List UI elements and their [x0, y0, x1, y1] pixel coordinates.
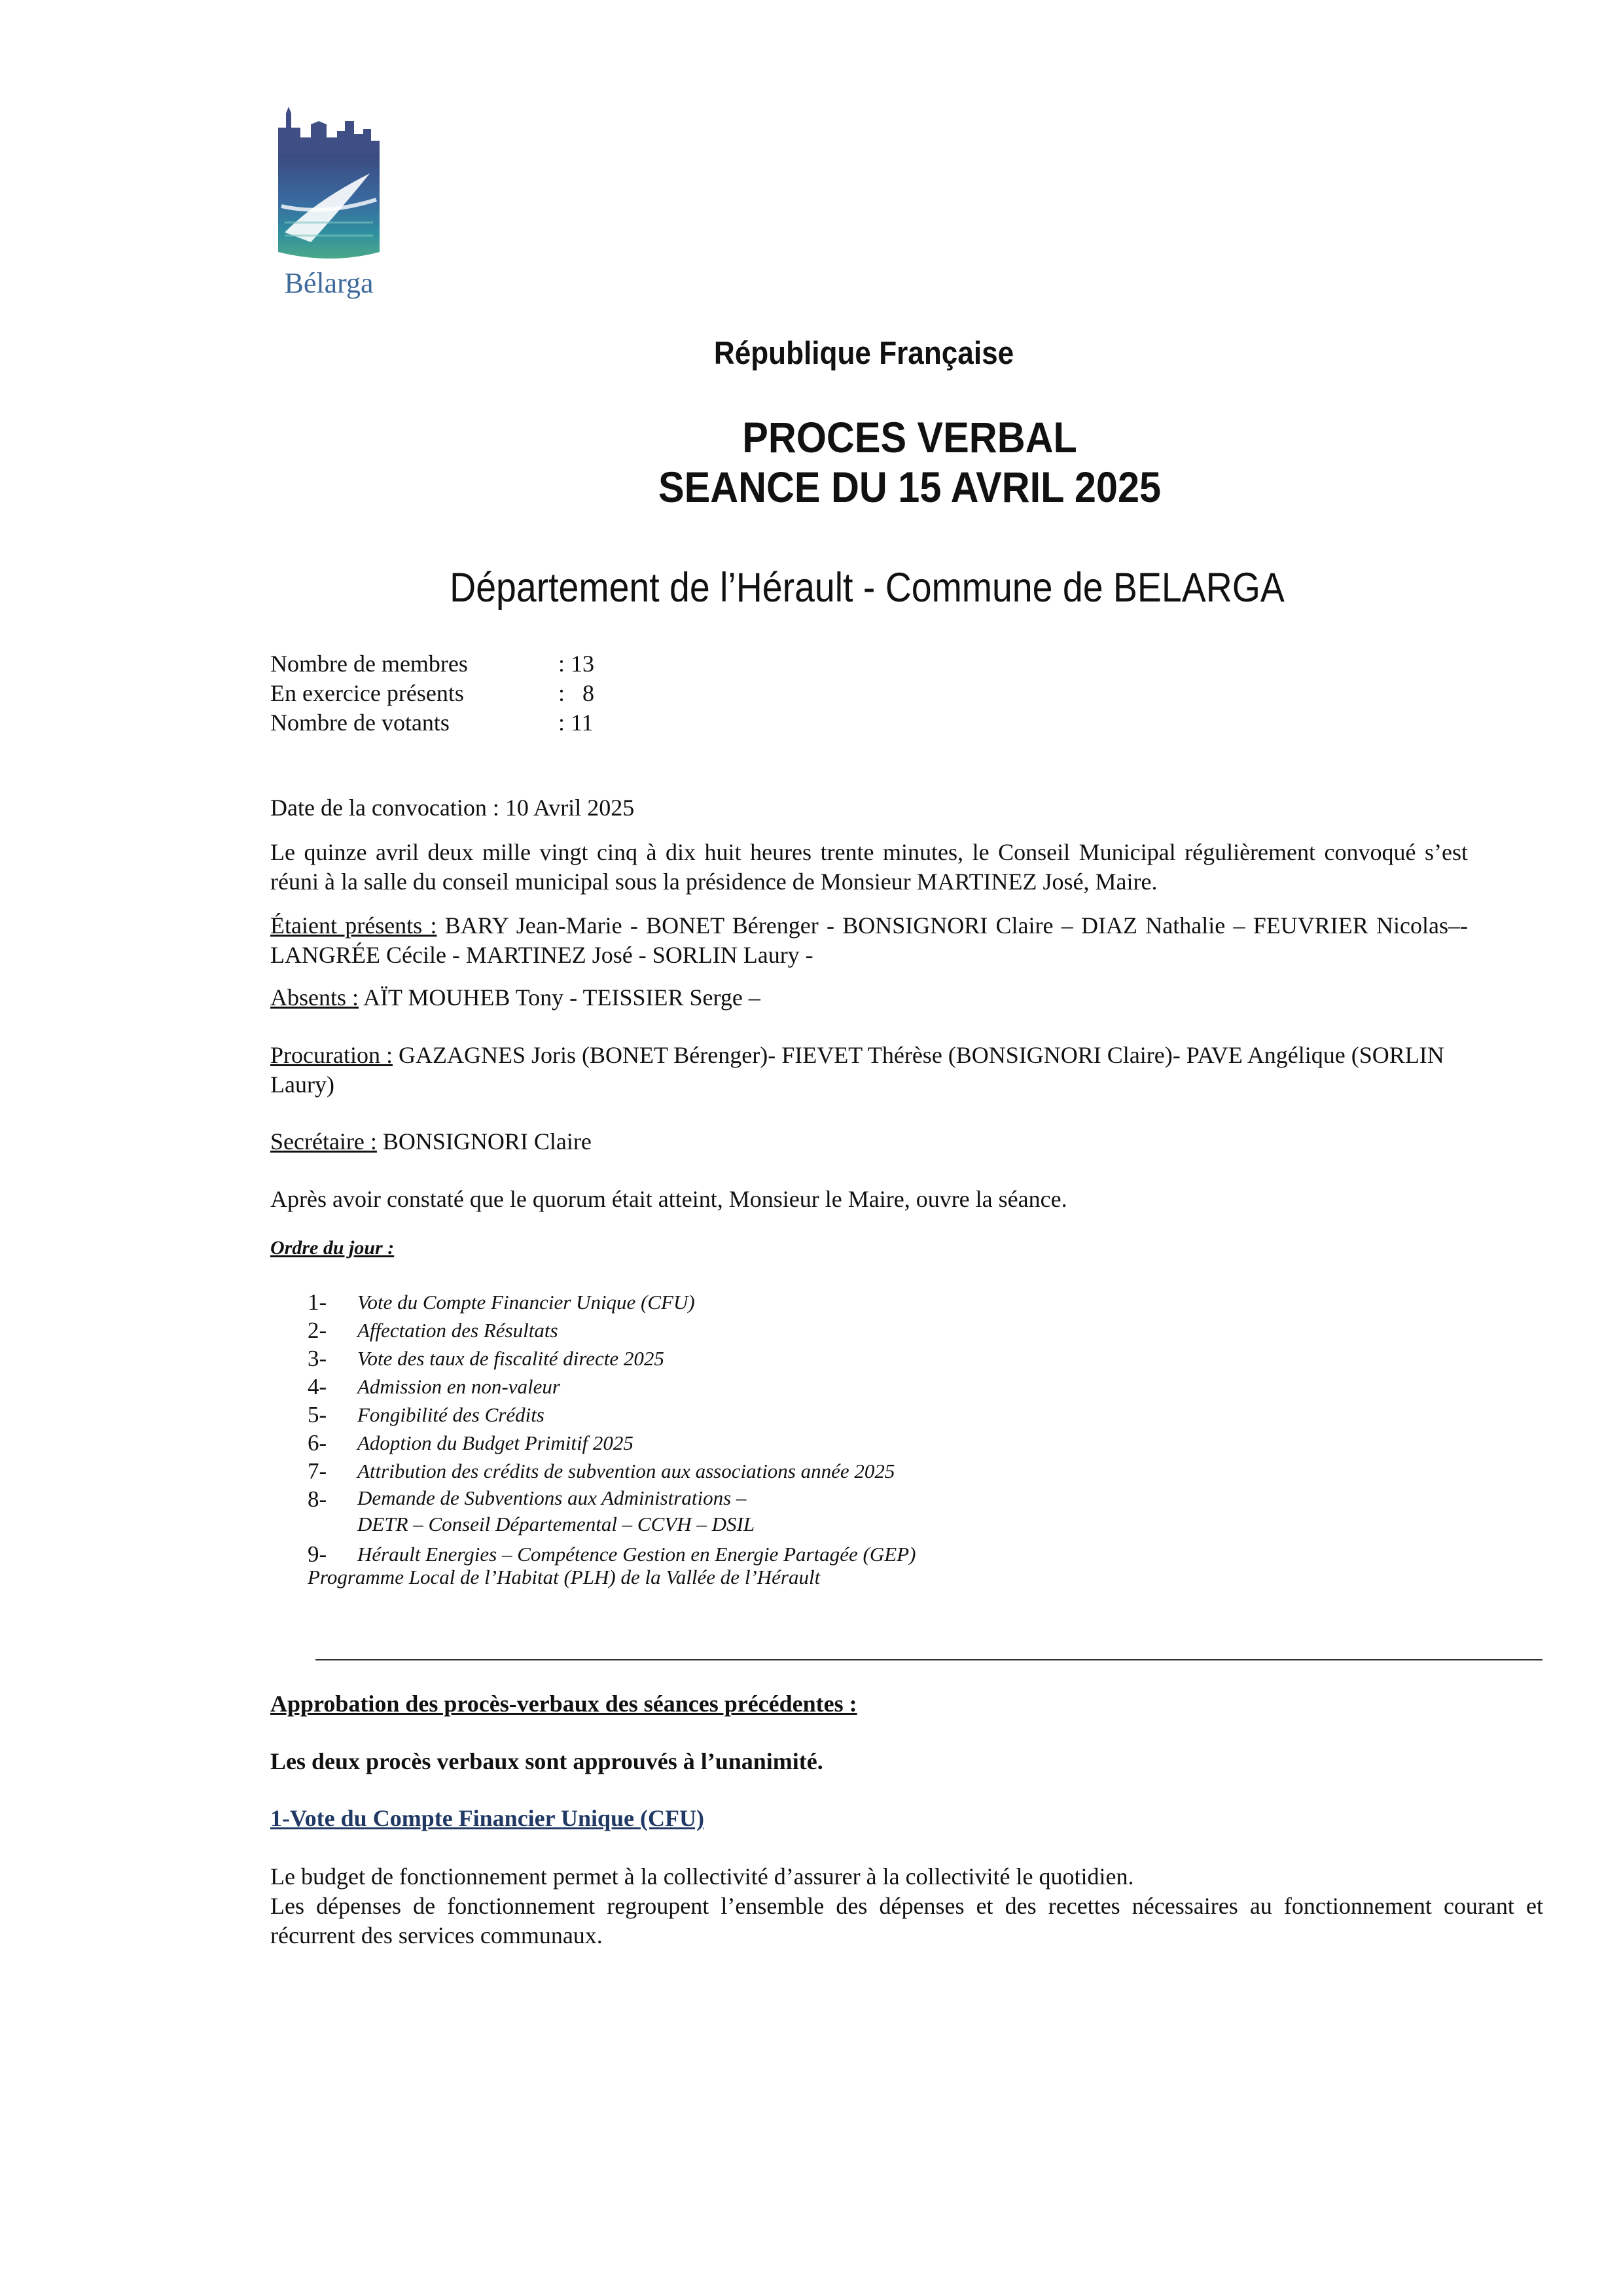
- agenda-item: [308, 1485, 1355, 1540]
- logo-icon: [272, 101, 386, 265]
- section-1-body: [270, 1862, 1543, 1950]
- agenda-item-number: 3-: [308, 1346, 327, 1371]
- agenda-item-label-group: [357, 1485, 755, 1537]
- republique-heading: République Française: [713, 336, 1014, 371]
- section-divider: [315, 1659, 1543, 1660]
- secretaire-value: BONSIGNORI Claire: [376, 1128, 592, 1155]
- secretaire-label: Secrétaire :: [270, 1128, 377, 1155]
- quorum-paragraph: Après avoir constaté que le quorum était atteint, Monsieur le Maire, ouvre la séance.: [270, 1186, 1067, 1212]
- presents-label: Étaient présents :: [270, 912, 437, 939]
- belarga-logo: [272, 101, 386, 301]
- stat-value: : 8: [558, 680, 595, 706]
- stat-row-membres: [270, 649, 728, 679]
- presents-paragraph: [270, 911, 1468, 970]
- agenda-item-number: 8-: [308, 1486, 327, 1512]
- title-line-1: PROCES VERBAL: [742, 413, 1077, 461]
- presents-value: BARY Jean-Marie - BONET Bérenger - BONSIGNORI Claire – DIAZ Nathalie – FEUVRIER Nicolas–- LANGRÉE Cécile - MARTINEZ José - SORLIN Laury -: [270, 912, 1468, 968]
- secretaire-paragraph: [270, 1127, 1468, 1157]
- agenda-item-label: Adoption du Budget Primitif 2025: [357, 1431, 633, 1454]
- agenda-item-label: Attribution des crédits de subvention aux associations année 2025: [357, 1460, 895, 1482]
- stat-row-votants: [270, 708, 728, 738]
- section-1-line-2: Les dépenses de fonctionnement regroupent l’ensemble des dépenses et des recettes nécessaires au fonctionnement courant et récurrent des services communaux.: [270, 1893, 1543, 1948]
- stat-label: En exercice présents: [270, 680, 464, 706]
- logo-text: Bélarga: [284, 267, 374, 299]
- stat-row-presents: [270, 679, 728, 708]
- departement-heading: Département de l’Hérault - Commune de BELARGA: [450, 565, 1285, 611]
- stat-value: : 13: [558, 651, 595, 677]
- agenda-item-label: Fongibilité des Crédits: [357, 1403, 544, 1426]
- agenda-item: [308, 1372, 1355, 1401]
- agenda-item-number: 4-: [308, 1374, 327, 1399]
- agenda-title: Ordre du jour :: [270, 1237, 395, 1259]
- agenda-item: [308, 1316, 1355, 1344]
- agenda-item-number: 1-: [308, 1289, 327, 1315]
- document-title: [562, 412, 1257, 512]
- absents-label: Absents :: [270, 984, 359, 1011]
- agenda-item-number: 9-: [308, 1541, 327, 1567]
- section-1-line-1: Le budget de fonctionnement permet à la collectivité d’assurer à la collectivité le quotidien.: [270, 1863, 1134, 1890]
- procuration-value: GAZAGNES Joris (BONET Bérenger)- FIEVET Thérèse (BONSIGNORI Claire)- PAVE Angélique (SORLIN Laury): [270, 1042, 1444, 1098]
- agenda-item-label: Admission en non-valeur: [357, 1375, 560, 1398]
- approbation-result: Les deux procès verbaux sont approuvés à l’unanimité.: [270, 1748, 823, 1774]
- agenda-list: [308, 1288, 1355, 1568]
- agenda-item-number: 5-: [308, 1402, 327, 1427]
- agenda-item: [308, 1540, 1355, 1568]
- procuration-paragraph: [270, 1041, 1478, 1100]
- agenda-item-number: 7-: [308, 1458, 327, 1484]
- procuration-label: Procuration :: [270, 1042, 393, 1068]
- stat-label: Nombre de membres: [270, 651, 468, 677]
- approbation-title: Approbation des procès-verbaux des séances précédentes :: [270, 1691, 857, 1717]
- agenda-item: [308, 1429, 1355, 1457]
- member-stats: [270, 649, 728, 738]
- agenda-item: [308, 1344, 1355, 1372]
- agenda-item: [308, 1401, 1355, 1429]
- stat-label: Nombre de votants: [270, 709, 450, 736]
- agenda-item: [308, 1288, 1355, 1316]
- agenda-item-label: Vote du Compte Financier Unique (CFU): [357, 1291, 695, 1314]
- agenda-item-label: Demande de Subventions aux Administrations –: [357, 1486, 747, 1509]
- agenda-item-number: 2-: [308, 1318, 327, 1343]
- agenda-item-sublabel: DETR – Conseil Départemental – CCVH – DSIL: [357, 1513, 755, 1535]
- stat-value: : 11: [558, 709, 594, 736]
- convocation-date: Date de la convocation : 10 Avril 2025: [270, 795, 635, 821]
- agenda-extra: Programme Local de l’Habitat (PLH) de la Vallée de l’Hérault: [308, 1566, 821, 1588]
- intro-paragraph: Le quinze avril deux mille vingt cinq à dix huit heures trente minutes, le Conseil Municipal régulièrement convoqué s’est réuni à la salle du conseil municipal sous la présidence de Monsieur MARTINEZ José, Maire.: [270, 839, 1468, 895]
- agenda-item-label: Affectation des Résultats: [357, 1319, 558, 1342]
- agenda-item-number: 6-: [308, 1430, 327, 1456]
- absents-value: AÏT MOUHEB Tony - TEISSIER Serge –: [359, 984, 760, 1011]
- absents-paragraph: [270, 983, 1468, 1013]
- agenda-item: [308, 1457, 1355, 1485]
- agenda-item-label: Vote des taux de fiscalité directe 2025: [357, 1347, 664, 1370]
- agenda-item-label: Hérault Energies – Compétence Gestion en Energie Partagée (GEP): [357, 1543, 916, 1566]
- title-line-2: SEANCE DU 15 AVRIL 2025: [658, 463, 1162, 511]
- section-1-title: 1-Vote du Compte Financier Unique (CFU): [270, 1805, 704, 1831]
